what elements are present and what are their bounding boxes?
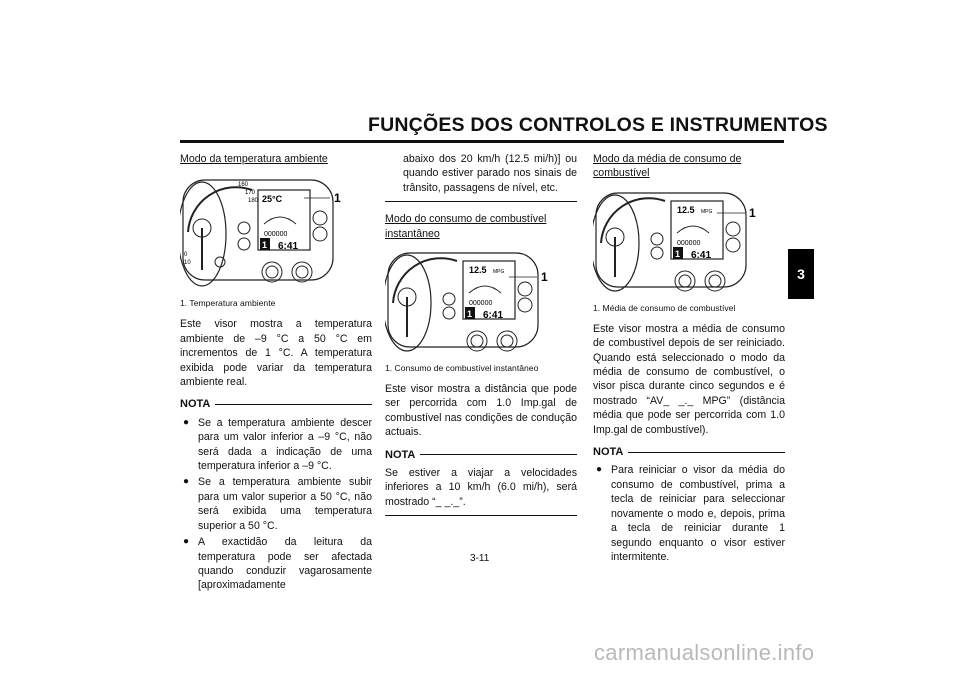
speed-tick-170: 170 — [245, 190, 256, 197]
section-title-average-fuel: Modo da média de consumo de combustível — [593, 153, 742, 180]
lcd-clock: 6:41 — [483, 310, 504, 322]
nota-header — [180, 397, 372, 411]
column-2 — [385, 152, 577, 526]
speed-tick-160: 160 — [238, 182, 249, 189]
list-item: ● Para reiniciar o visor da média do consumo de combustível, prima a tecla de reiniciar para seleccionar novamente o modo e, depois, prima a tecla de reiniciar durante 1 segundo enquanto o visor estiver intermitente. — [593, 463, 785, 564]
chapter-tab: 3 — [788, 249, 814, 299]
lcd-gear: 1 — [675, 248, 681, 259]
lcd-odometer: 000000 — [677, 239, 701, 247]
nota-header — [593, 445, 785, 459]
nota-text: Se estiver a viajar a velocidades inferiores a 10 km/h (6.0 mi/h), será mostrado “_ _._”. — [385, 467, 577, 508]
figure-caption: 1. Média de consumo de combustível — [593, 302, 736, 313]
lcd-odometer: 000000 — [469, 300, 493, 308]
figure-caption: 1. Temperatura ambiente — [180, 298, 276, 309]
lcd-odometer: 000000 — [264, 231, 288, 239]
lcd-unit: MPG — [701, 208, 713, 215]
header-rule — [180, 140, 784, 143]
nota-bullet-list — [180, 416, 372, 593]
divider — [385, 201, 577, 202]
column-3 — [593, 152, 785, 566]
divider — [385, 515, 577, 516]
figure-callout: 1 — [749, 205, 756, 220]
speed-tick-0: 0 — [184, 252, 188, 259]
lcd-fuel-readout: 12.5 — [469, 265, 487, 276]
paragraph-ambient-temperature: Este visor mostra a temperatura ambiente de –9 °C a 50 °C em incrementos de 1 °C. A temperatura exibida pode variar da temperatura ambiente real. — [180, 318, 372, 389]
instrument-panel-figure-average-fuel — [593, 187, 763, 299]
lcd-gear: 1 — [467, 309, 473, 320]
section-title-ambient-temperature: Modo da temperatura ambiente — [180, 153, 328, 165]
list-item: ● A exactidão da leitura da temperatura pode ser afectada quando conduzir vagarosamente [aproximadamente — [180, 535, 372, 593]
column-1 — [180, 152, 372, 595]
paragraph-instant-fuel: Este visor mostra a distância que pode ser percorrida com 1.0 Imp.gal de combustível nas condições de condução actuais. — [385, 383, 577, 439]
nota-header — [385, 448, 577, 462]
page-number: 3-11 — [470, 553, 490, 564]
lcd-temperature-readout: 25°C — [262, 194, 283, 205]
nota-label: NOTA — [180, 398, 211, 411]
speed-tick-180: 180 — [248, 198, 259, 205]
lcd-unit: MPG — [493, 269, 505, 276]
nota-label: NOTA — [385, 448, 416, 461]
instrument-panel-figure-temperature — [180, 172, 350, 294]
watermark: carmanualsonline.info — [594, 640, 815, 665]
continued-bullet-text: abaixo dos 20 km/h (12.5 mi/h)] ou quando estiver parado nos sinais de trânsito, passagens de nível, etc. — [403, 153, 577, 194]
figure-caption: 1. Consumo de combustível instantâneo — [385, 363, 539, 374]
lcd-gear: 1 — [262, 240, 268, 251]
list-item: ● Se a temperatura ambiente subir para um valor superior a 50 °C, não será exibida uma temperatura superior a 50 °C. — [180, 475, 372, 533]
figure-callout: 1 — [541, 270, 548, 285]
lcd-clock: 6:41 — [691, 249, 712, 261]
figure-callout: 1 — [334, 191, 341, 206]
lcd-average-fuel-readout: 12.5 — [677, 204, 695, 215]
list-item: ● Se a temperatura ambiente descer para um valor inferior a –9 °C, não será dada a indicação de uma temperatura inferior a –9 °C. — [180, 416, 372, 474]
instrument-panel-figure-instant-fuel — [385, 247, 555, 359]
paragraph-average-fuel: Este visor mostra a média de consumo de combustível depois de ser reiniciado. Quando está seleccionado o modo da média de consumo de combustível, o visor pisca durante cinco segundos e é mostrado “AV_ _._ MPG” (distância média que pode ser percorrida com 1.0 Imp.gal de combustível). — [593, 322, 785, 436]
section-title-instant-fuel: Modo do consumo de combustível instantâneo — [385, 213, 547, 240]
speed-tick-10: 10 — [184, 260, 191, 267]
nota-bullet-list — [593, 463, 785, 564]
lcd-clock: 6:41 — [278, 241, 299, 253]
nota-label: NOTA — [593, 446, 624, 459]
page-title: FUNÇÕES DOS CONTROLOS E INSTRUMENTOS — [368, 114, 828, 136]
